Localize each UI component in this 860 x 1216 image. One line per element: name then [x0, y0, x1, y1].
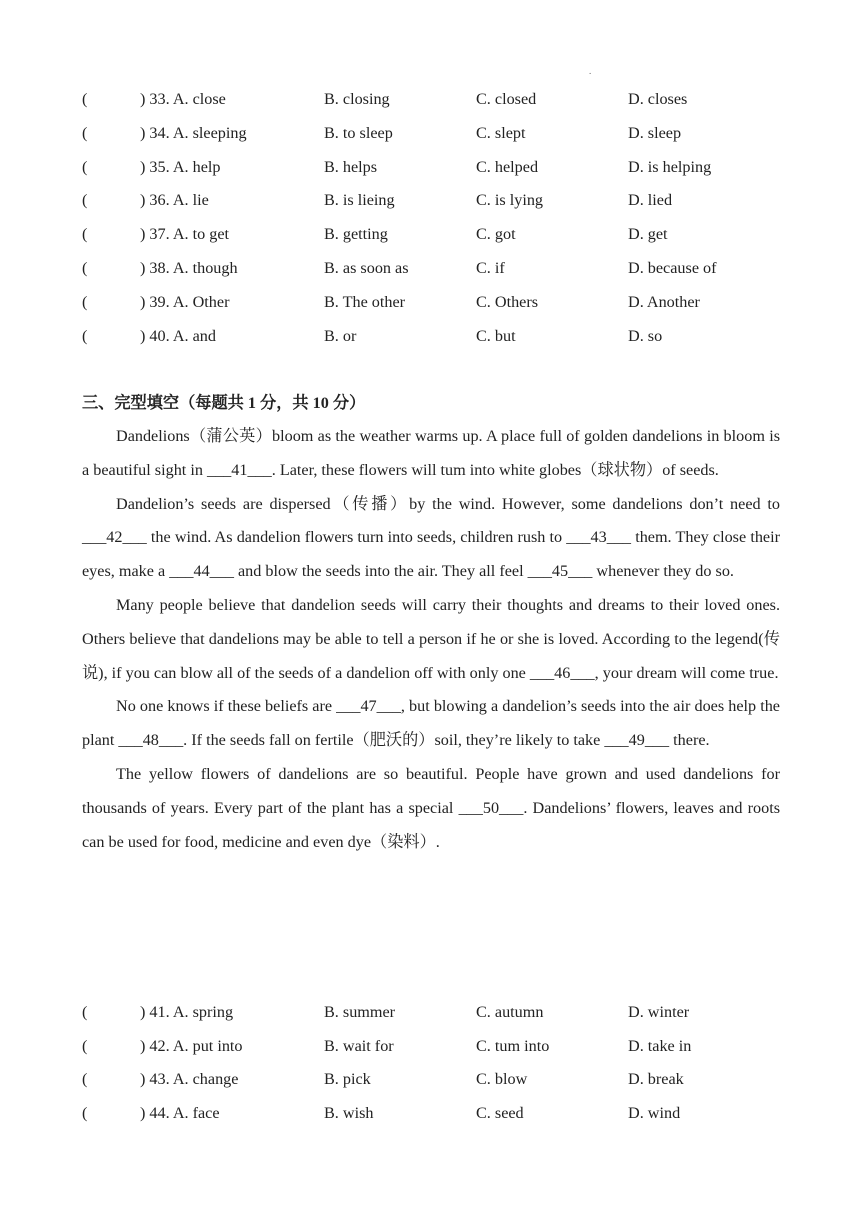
option-d: D. wind — [628, 1104, 681, 1122]
option-a: ) 40. A. and — [140, 327, 216, 345]
option-a: ) 41. A. spring — [140, 1003, 234, 1021]
option-c: C. closed — [476, 90, 537, 108]
option-d: D. lied — [628, 191, 673, 209]
option-c: C. Others — [476, 293, 539, 311]
option-a: ) 43. A. change — [140, 1070, 239, 1088]
option-d: D. get — [628, 225, 668, 243]
answer-paren: ( — [82, 259, 88, 277]
option-c: C. seed — [476, 1104, 524, 1122]
passage-paragraph: Dandelion’s seeds are dispersed（传播）by the wind. However, some dandelions don’t need to ___42___ the wind. As dandelion flowers turn into seeds, children rush to ___43___ them. They close their eyes, make a ___44___ and blow the seeds into the air. They all feel ___45___ whenever they do so. — [82, 494, 780, 581]
option-b: B. is lieing — [324, 191, 395, 209]
answer-paren: ( — [82, 124, 88, 142]
option-c: C. helped — [476, 158, 539, 176]
option-c: C. blow — [476, 1070, 528, 1088]
answer-paren: ( — [82, 90, 88, 108]
option-c: C. slept — [476, 124, 526, 142]
option-a: ) 35. A. help — [140, 158, 221, 176]
option-d: D. Another — [628, 293, 700, 311]
answer-paren: ( — [82, 225, 88, 243]
option-a: ) 33. A. close — [140, 90, 226, 108]
option-c: C. autumn — [476, 1003, 544, 1021]
option-d: D. sleep — [628, 124, 682, 142]
answer-paren: ( — [82, 293, 88, 311]
option-b: B. wait for — [324, 1037, 394, 1055]
option-a: ) 37. A. to get — [140, 225, 230, 243]
option-a: ) 39. A. Other — [140, 293, 230, 311]
option-d: D. take in — [628, 1037, 692, 1055]
passage-paragraph: The yellow flowers of dandelions are so beautiful. People have grown and used dandelions for thousands of years. Every part of the plant has a special ___50___. Dandelions’ flowers, leaves and roots can be used for food, medicine and even dye（染料）. — [82, 764, 780, 851]
option-b: B. to sleep — [324, 124, 393, 142]
option-d: D. because of — [628, 259, 717, 277]
option-d: D. winter — [628, 1003, 690, 1021]
option-d: D. is helping — [628, 158, 712, 176]
answer-paren: ( — [82, 1070, 88, 1088]
option-b: B. closing — [324, 90, 390, 108]
option-c: C. if — [476, 259, 505, 277]
option-b: B. summer — [324, 1003, 396, 1021]
option-d: D. break — [628, 1070, 684, 1088]
answer-paren: ( — [82, 191, 88, 209]
option-b: B. getting — [324, 225, 388, 243]
header-mark: . — [589, 66, 592, 76]
option-b: B. pick — [324, 1070, 371, 1088]
answer-paren: ( — [82, 1003, 88, 1021]
answer-paren: ( — [82, 327, 88, 345]
passage-paragraph: Many people believe that dandelion seeds will carry their thoughts and dreams to their loved ones. Others believe that dandelions may be able to tell a person if he or she is loved. According to the legend(传说), if you can blow all of the seeds of a dandelion off with only one ___46___, your dream will come true. — [82, 595, 780, 682]
option-d: D. closes — [628, 90, 688, 108]
option-b: B. as soon as — [324, 259, 409, 277]
answer-paren: ( — [82, 158, 88, 176]
option-a: ) 38. A. though — [140, 259, 238, 277]
option-a: ) 44. A. face — [140, 1104, 220, 1122]
option-a: ) 42. A. put into — [140, 1037, 243, 1055]
option-c: C. tum into — [476, 1037, 550, 1055]
cloze-passage — [82, 420, 780, 859]
section-title: 三、完型填空（每题共 1 分，共 10 分） — [82, 394, 366, 412]
option-c: C. but — [476, 327, 516, 345]
option-c: C. is lying — [476, 191, 544, 209]
option-a: ) 36. A. lie — [140, 191, 209, 209]
option-a: ) 34. A. sleeping — [140, 124, 247, 142]
passage-paragraph: No one knows if these beliefs are ___47___, but blowing a dandelion’s seeds into the air does help the plant ___48___. If the seeds fall on fertile（肥沃的）soil, they’re likely to take ___49___ there. — [82, 697, 780, 750]
answer-paren: ( — [82, 1104, 88, 1122]
option-b: B. helps — [324, 158, 378, 176]
option-c: C. got — [476, 225, 516, 243]
option-d: D. so — [628, 327, 663, 345]
answer-paren: ( — [82, 1037, 88, 1055]
option-b: B. or — [324, 327, 357, 345]
passage-paragraph: Dandelions（蒲公英）bloom as the weather warms up. A place full of golden dandelions in bloom is a beautiful sight in ___41___. Later, these flowers will tum into white globes（球状物）of seeds. — [82, 427, 780, 479]
option-b: B. wish — [324, 1104, 374, 1122]
option-b: B. The other — [324, 293, 406, 311]
